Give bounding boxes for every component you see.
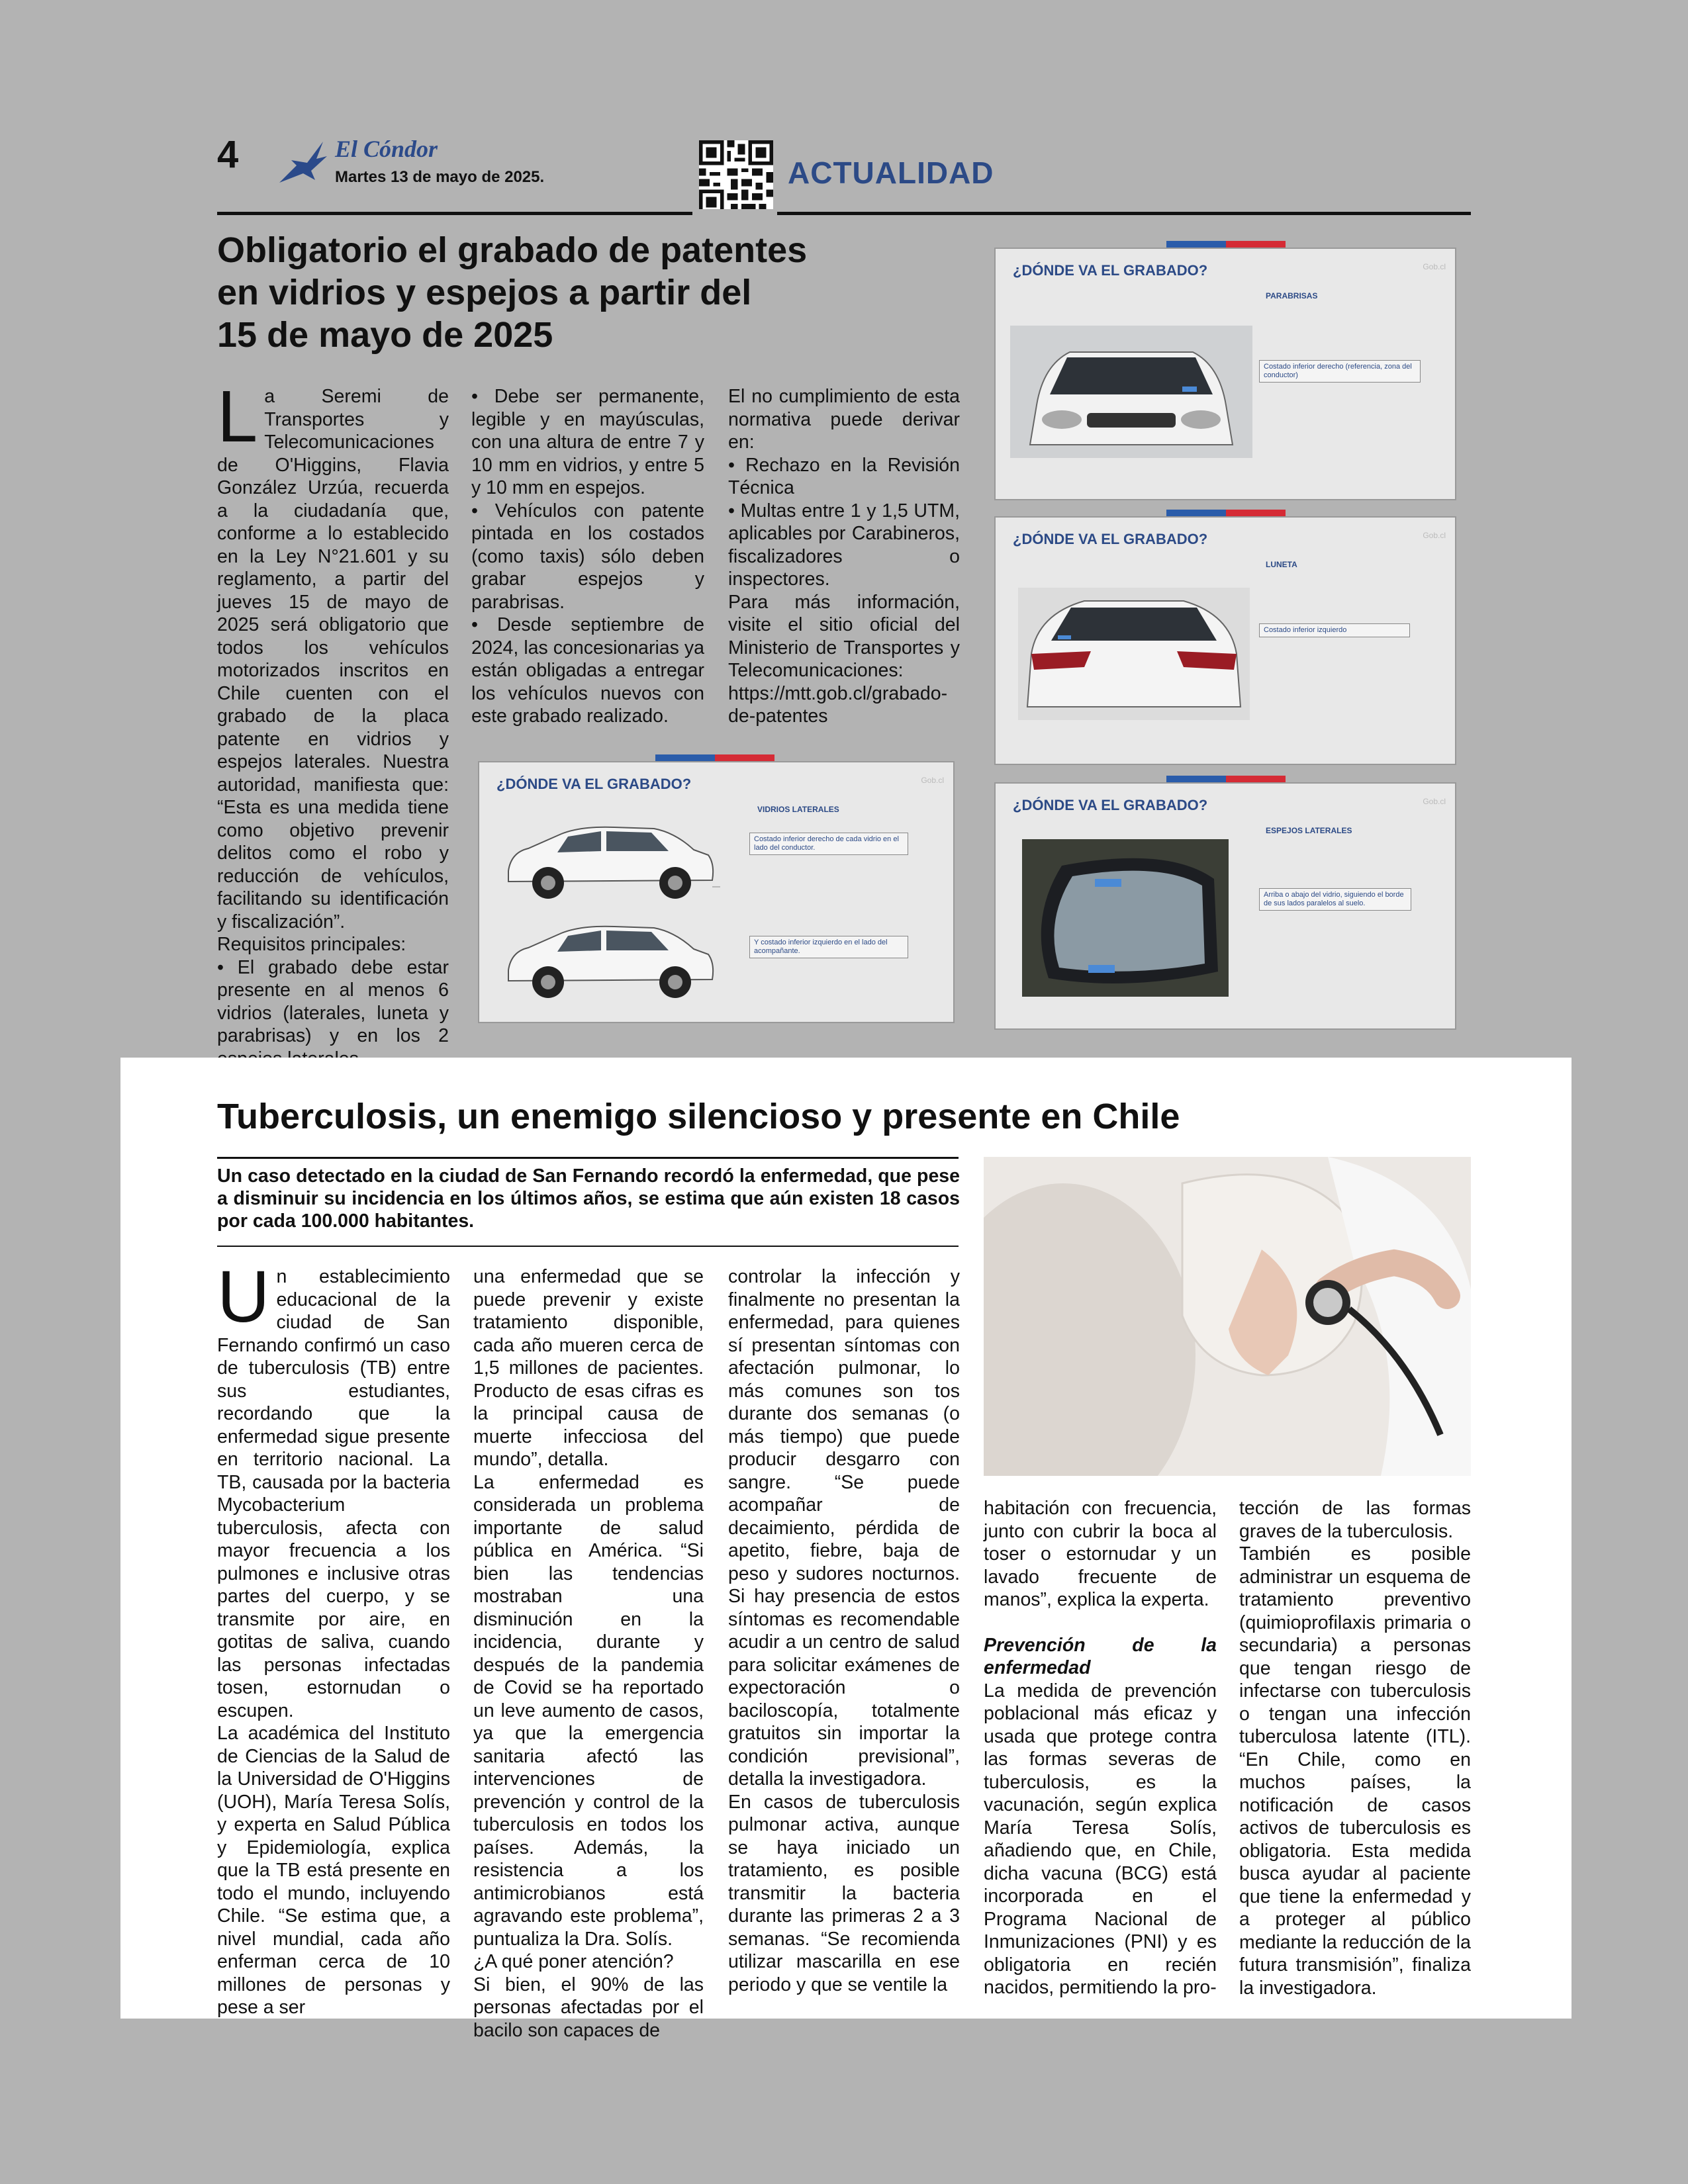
flag-red <box>1226 510 1286 516</box>
issue-date: Martes 13 de mayo de 2025. <box>335 168 545 186</box>
flag-red <box>1226 776 1286 782</box>
flag-red <box>1226 241 1286 248</box>
flag-red <box>715 754 774 761</box>
infographic-parabrisas <box>994 248 1456 500</box>
callout-parabrisas: Costado inferior derecho (referencia, zona del conductor) <box>1259 360 1421 383</box>
callout-conductor: Costado inferior derecho de cada vidrio en el lado del conductor. <box>749 833 908 855</box>
infographic-title: ¿DÓNDE VA EL GRABADO? <box>1013 797 1208 813</box>
infographic-label: LUNETA <box>1266 560 1297 569</box>
lead-rule-bottom <box>217 1246 959 1247</box>
article1-col1-text: a Seremi de Transportes y Telecomunicaciones de O'Higgins, Flavia González Urzúa, recuerda a la ciudadanía que, conforme a lo establecido en la Ley N°21.601 y su reglamento, a partir del jueves 15 de mayo de 2025 será obligatorio que todos los vehículos motorizados inscritos en Chile cuenten con el grabado de la placa patente en vidrios y espejos laterales. Nuestra autoridad, manifiesta que: “Esta es una medida tiene como objetivo prevenir delitos como el robo y reducción de vehículos, facilitando su identificación y fiscalización”. Requisitos principales: • El grabado debe estar presente en al menos 6 vidrios (laterales, luneta y parabrisas) y en los 2 <box>217 386 449 1046</box>
infographic-espejos <box>994 782 1456 1030</box>
article2-headline: Tuberculosis, un enemigo silencioso y presente en Chile <box>217 1097 1180 1136</box>
article1-dropcap: L <box>217 376 258 457</box>
infographic-label: VIDRIOS LATERALES <box>757 805 839 814</box>
gob-watermark: Gob.cl <box>921 776 944 785</box>
article1-headline: Obligatorio el grabado de patentes en vidrios y espejos a partir del 15 de mayo de 2025 <box>217 230 808 355</box>
mirror-photo <box>1022 839 1229 997</box>
gob-watermark: Gob.cl <box>1423 262 1446 271</box>
header-rule <box>217 212 1471 215</box>
article2-column-2: una enfermedad que se puede prevenir y existe tratamiento disponible, cada año mueren cerca de 1,5 millones de pacientes. Producto de esas cifras es la principal causa de muerte infecciosa del mundo”, detalla. La enfermedad es considerada un problema importante de salud pública en América. “Si bien las tendencias mostraban una disminución en la incidencia, durante y después de la pandemia de Covid se ha reportado un leve aumento de casos, ya que la emergencia sanitaria afectó las intervenciones de prevención y control de la tuberculosis en todos los países. Además, la resistencia a los antimicrobianos está agravando este problema”, puntualiza la Dra. Solís. ¿A qué poner atención? Si bien, el 90% de las personas afectadas por el bacilo son capaces de <box>473 1266 704 2041</box>
header-rule-gap <box>692 209 777 218</box>
flag-blue <box>1166 241 1226 248</box>
infographic-luneta <box>994 516 1456 765</box>
patient-stethoscope-photo <box>984 1157 1471 1476</box>
article2-column-5: tección de las formas graves de la tuberculosis. También es posible administrar un esquema de tratamiento preventivo (quimioprofilaxis primaria o secundaria) a personas que tengan riesgo de infectarse con tuberculosis o tengan una infección tuberculosa latente (ITL). “En Chile, como en muchos países, la notificación de casos activos de tuberculosis es obligatoria. Esta medida busca ayudar al paciente que tiene la enfermedad y a proteger al público mediante la reducción de la futura transmisión”, finaliza la investigadora. <box>1239 1498 1471 1999</box>
article1-column-3: El no cumplimiento de esta normativa puede derivar en: • Rechazo en la Revisión Técnica • Multas entre 1 y 1,5 UTM, aplicables por Carabineros, fiscalizadores o inspectores. Para más información, visite el sitio oficial del Ministerio de Transportes y Telecomunicaciones: https://mtt.gob.cl/grabado-de-patentes <box>728 386 960 727</box>
article2-dropcap: U <box>217 1256 270 1338</box>
condor-logo-icon <box>277 136 330 189</box>
newspaper-name: El Cóndor <box>335 136 438 162</box>
page-number: 4 <box>217 133 239 176</box>
car-side-icon <box>502 818 720 1014</box>
callout-luneta: Costado inferior izquierdo <box>1259 623 1410 637</box>
article1-column-1 <box>217 376 449 1070</box>
infographic-vidrios-laterales <box>478 761 955 1023</box>
flag-blue <box>1166 510 1226 516</box>
rear-window-photo <box>1018 588 1250 720</box>
article2-lead: Un caso detectado en la ciudad de San Fernando recordó la enfermedad, que pese a disminuir su incidencia en los últimos años, se estima que aún existen 18 casos por cada 100.000 habitantes. <box>217 1165 960 1232</box>
qr-code-icon[interactable] <box>699 140 773 214</box>
infographic-title: ¿DÓNDE VA EL GRABADO? <box>496 776 692 792</box>
section-label: ACTUALIDAD <box>788 156 994 190</box>
infographic-label: PARABRISAS <box>1266 291 1318 300</box>
article2-column-4 <box>984 1497 1217 1999</box>
gob-watermark: Gob.cl <box>1423 797 1446 806</box>
article1-column-2: • Debe ser permanente, legible y en mayúsculas, con una altura de entre 7 y 10 mm en vidrios, y entre 5 y 10 mm en espejos. • Vehículos con patente pintada en los costados (como taxis) sólo deben grabar espejos y parabrisas. • Desde septiembre de 2024, las concesionarias ya están obligadas a entregar los vehículos nuevos con este grabado realizado. <box>471 386 704 727</box>
windshield-photo <box>1010 326 1252 458</box>
flag-blue <box>1166 776 1226 782</box>
gob-watermark: Gob.cl <box>1423 531 1446 540</box>
article2-col4b-text: La medida de prevención poblacional más eficaz y usada que protege contra las formas severas de tuberculosis, es la vacunación, según explica María Teresa Solís, añadiendo que, en Chile, dicha vacuna (BCG) está incorporada en el Programa Nacional de Inmunizaciones (PNI) y es obligatoria en recién nacidos, permitiendo la pro- <box>984 1680 1217 1998</box>
infographic-label: ESPEJOS LATERALES <box>1266 826 1352 835</box>
infographic-title: ¿DÓNDE VA EL GRABADO? <box>1013 262 1208 279</box>
article2-col4a-text: habitación con frecuencia, junto con cubrir la boca al toser o estornudar y un lavado frecuente de manos”, explica la experta. <box>984 1498 1217 1610</box>
subhead-prevencion: Prevención de la enfermedad <box>984 1634 1217 1678</box>
article2-column-3: controlar la infección y finalmente no presentan la enfermedad, para quienes sí presentan síntomas con afectación pulmonar, lo más comunes son tos durante dos semanas (o más tiempo) que puede producir desgarro con sangre. “Se puede acompañar de decaimiento, pérdida de apetito, fiebre, baja de peso y sudores nocturnos. Si hay presencia de estos síntomas es recomendable acudir a un centro de salud para solicitar exámenes de expectoración o baciloscopía, totalmente gratuitos sin importar la condición previsional”, detalla la investigadora. En casos de tuberculosis pulmonar activa, aunque se haya iniciado un tratamiento, es posible transmitir la bacteria durante las primeras 2 a 3 semanas. “Se recomienda utilizar mascarilla en ese periodo y que se ventile la <box>728 1266 960 1995</box>
flag-blue <box>655 754 715 761</box>
article2-col1-text: n establecimiento educacional de la ciudad de San Fernando confirmó un caso de tuberculosis (TB) entre sus estudiantes, recordando que la enfermedad sigue presente en territorio nacional. La TB, causada por la bacteria Mycobacterium tuberculosis, afecta con mayor frecuencia a los pulmones e inclusive otras partes del cuerpo, y se transmite por aire, en gotitas de saliva, cuando las personas infectadas tosen, estornudan o escupen. La académica del Instituto de Ciencias de la Salud de la Universidad de O'Higgins (UOH), María Teresa Solís, y experta en Salud Pública y Epidemiología, explica que la TB está presente en todo el mundo, incluyendo Chile. “Se estima que, a nivel mundial, cada año enferman cerca de 10 millones de personas y pese a ser <box>217 1266 450 2018</box>
infographic-title: ¿DÓNDE VA EL GRABADO? <box>1013 531 1208 547</box>
lead-rule-top <box>217 1157 959 1159</box>
article2-column-1 <box>217 1256 450 2019</box>
callout-espejos: Arriba o abajo del vidrio, siguiendo el borde de sus lados paralelos al suelo. <box>1259 888 1411 911</box>
callout-acompanante: Y costado inferior izquierdo en el lado del acompañante. <box>749 936 908 958</box>
